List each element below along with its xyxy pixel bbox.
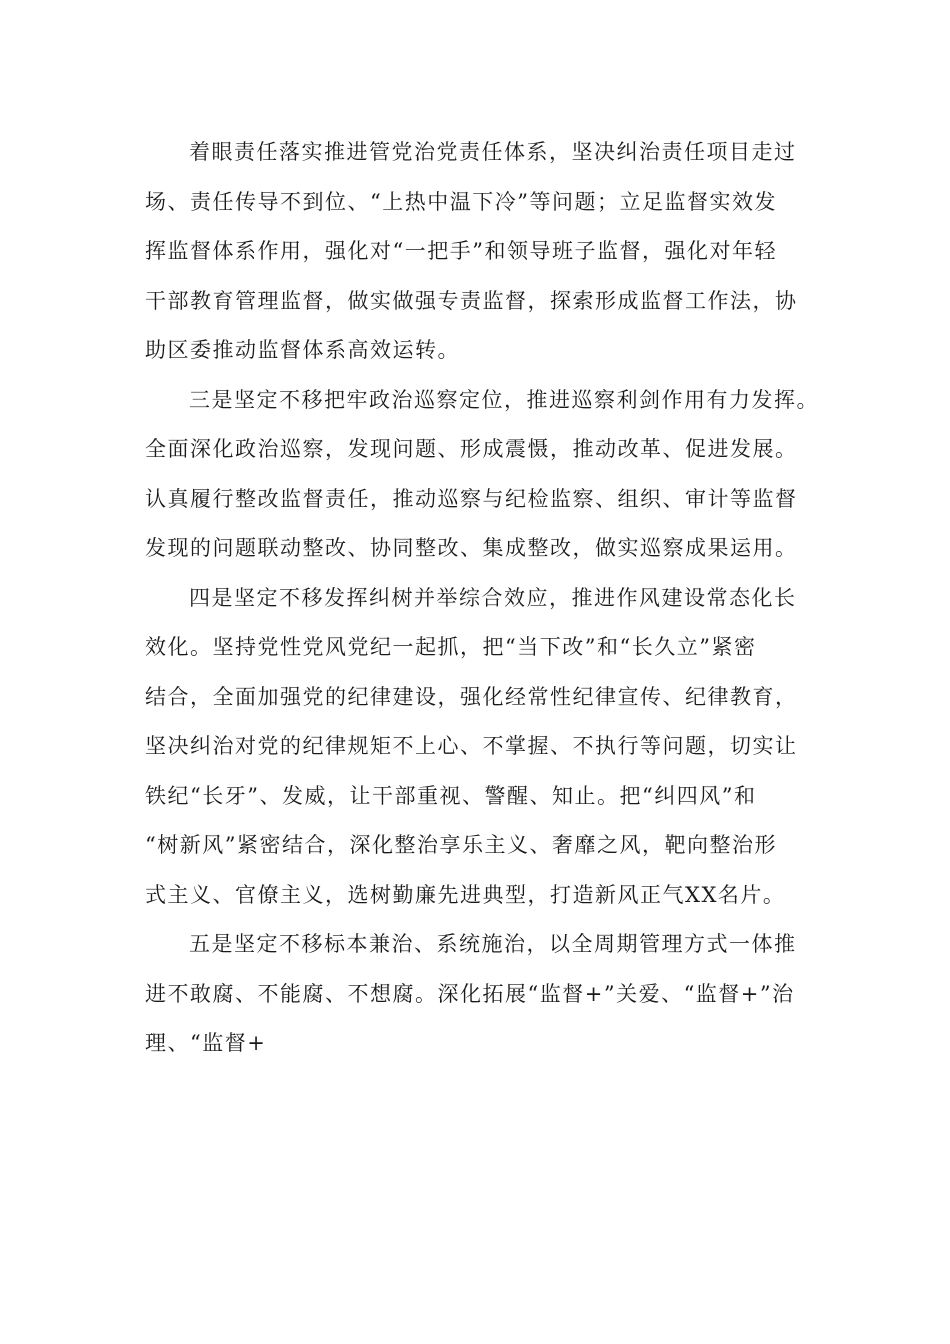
text-line: “树新风”紧密结合，深化整治享乐主义、奢靡之风，靶向整治形 — [145, 833, 777, 857]
paragraph-systemic-governance — [145, 924, 810, 1073]
text-line: 干部教育管理监督，做实做强专责监督，探索形成监督工作法，协 — [145, 288, 798, 313]
text-line: 坚决纠治对党的纪律规矩不上心、不掌握、不执行等问题，切实让 — [145, 734, 798, 758]
text-line: 四是坚定不移发挥纠树并举综合效应，推进作风建设常态化长 — [189, 585, 797, 610]
paragraph-responsibility-system — [145, 132, 810, 380]
text-line: 着眼责任落实推进管党治党责任体系，坚决纠治责任项目走过 — [189, 140, 797, 164]
paragraph-work-style — [145, 578, 810, 925]
text-line: 挥监督体系作用，强化对“一把手”和领导班子监督，强化对年轻 — [145, 239, 777, 263]
paragraph-political-inspection — [145, 380, 819, 578]
text-line: 助区委推动监督体系高效运转。 — [145, 338, 460, 362]
text-line: 结合，全面加强党的纪律建设，强化经常性纪律宣传、纪律教育， — [145, 684, 798, 709]
text-line: 场、责任传导不到位、“上热中温下冷”等问题；立足监督实效发 — [145, 189, 777, 214]
text-line: 五是坚定不移标本兼治、系统施治，以全周期管理方式一体推 — [189, 932, 797, 956]
text-line: 全面深化政治巡察，发现问题、形成震慑，推动改革、促进发展。 — [145, 437, 798, 461]
document-body — [145, 132, 819, 1073]
text-line: 三是坚定不移把牢政治巡察定位，推进巡察利剑作用有力发挥。 — [189, 387, 819, 412]
text-line: 铁纪“长牙”、发威，让干部重视、警醒、知止。把“纠四风”和 — [145, 783, 757, 808]
text-line: 效化。坚持党性党风党纪一起抓，把“当下改”和“长久立”紧密 — [145, 635, 757, 659]
text-line: 式主义、官僚主义，选树勤廉先进典型，打造新风正气XX名片。 — [145, 882, 786, 907]
text-line: 进不敢腐、不能腐、不想腐。深化拓展“监督+”关爱、“监督+”治 — [145, 981, 795, 1006]
text-line: 认真履行整改监督责任，推动巡察与纪检监察、组织、审计等监督 — [145, 486, 798, 511]
text-line: 发现的问题联动整改、协同整改、集成整改，做实巡察成果运用。 — [145, 536, 798, 560]
text-line: 理、“监督+ — [145, 1031, 267, 1055]
